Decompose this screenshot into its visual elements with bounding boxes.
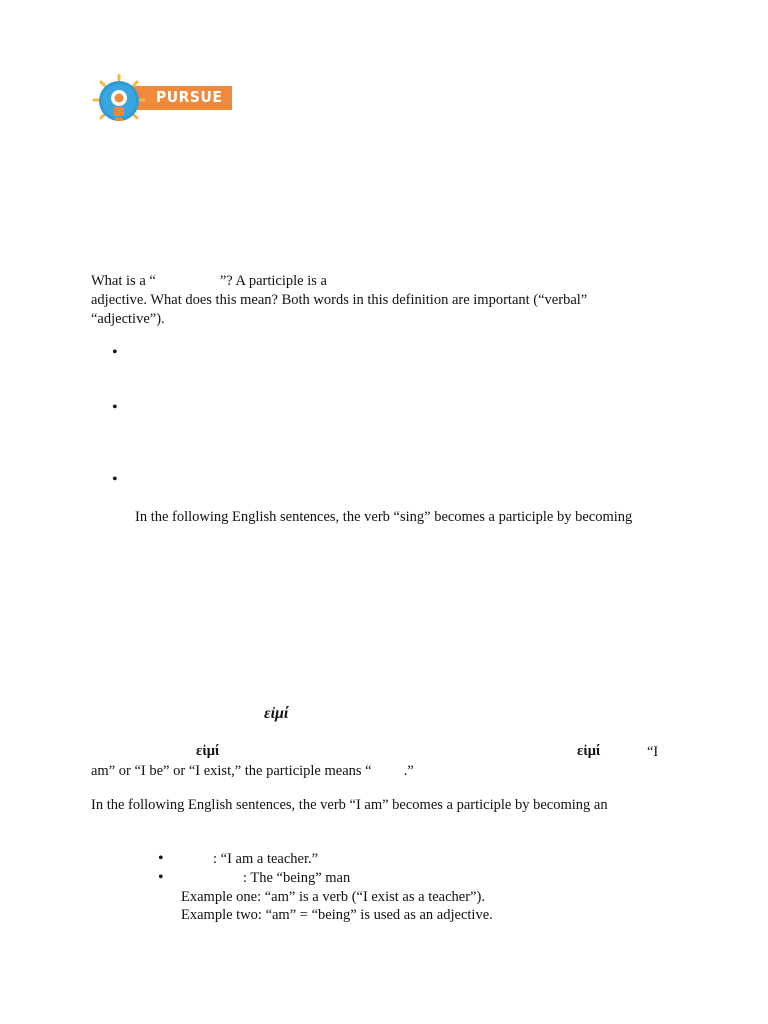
bullet-empty-1: • bbox=[112, 344, 118, 361]
sing-sentence: In the following English sentences, the verb “sing” becomes a participle by becoming bbox=[135, 509, 633, 525]
eimi-word-2: εἰμί bbox=[577, 743, 601, 759]
pursue-logo bbox=[92, 74, 234, 128]
lightbulb-icon bbox=[92, 74, 148, 128]
am-item-2: : The “being” man bbox=[243, 870, 351, 886]
bullet-empty-3: • bbox=[112, 471, 118, 488]
eimi-line-2 bbox=[91, 762, 414, 780]
intro-line-3: “adjective”). bbox=[91, 311, 165, 327]
eimi-line-2-a: am” or “I be” or “I exist,” the participle means “ bbox=[91, 763, 372, 779]
am-example-2: Example two: “am” = “being” is used as an adjective. bbox=[181, 907, 493, 923]
eimi-word-1: εἰμί bbox=[196, 743, 220, 759]
bullet-empty-2: • bbox=[112, 399, 118, 416]
am-sentence: In the following English sentences, the verb “I am” becomes a participle by becoming an bbox=[91, 797, 608, 813]
intro-line-1-b: ”? A participle is a bbox=[219, 273, 327, 289]
intro-line-1 bbox=[91, 272, 327, 290]
eimi-quote-i: “I bbox=[647, 744, 659, 760]
eimi-heading: εἰμί bbox=[264, 705, 289, 722]
logo-label: PURSUE bbox=[156, 89, 223, 107]
intro-line-1-a: What is a “ bbox=[91, 273, 156, 289]
eimi-line-2-b: .” bbox=[403, 763, 414, 779]
am-example-1: Example one: “am” is a verb (“I exist as a teacher”). bbox=[181, 889, 485, 905]
am-bullet-1: • bbox=[158, 850, 164, 867]
am-bullet-2: • bbox=[158, 869, 164, 886]
am-item-1: : “I am a teacher.” bbox=[213, 851, 319, 867]
intro-line-2: adjective. What does this mean? Both words in this definition are important (“verbal” bbox=[91, 292, 588, 308]
